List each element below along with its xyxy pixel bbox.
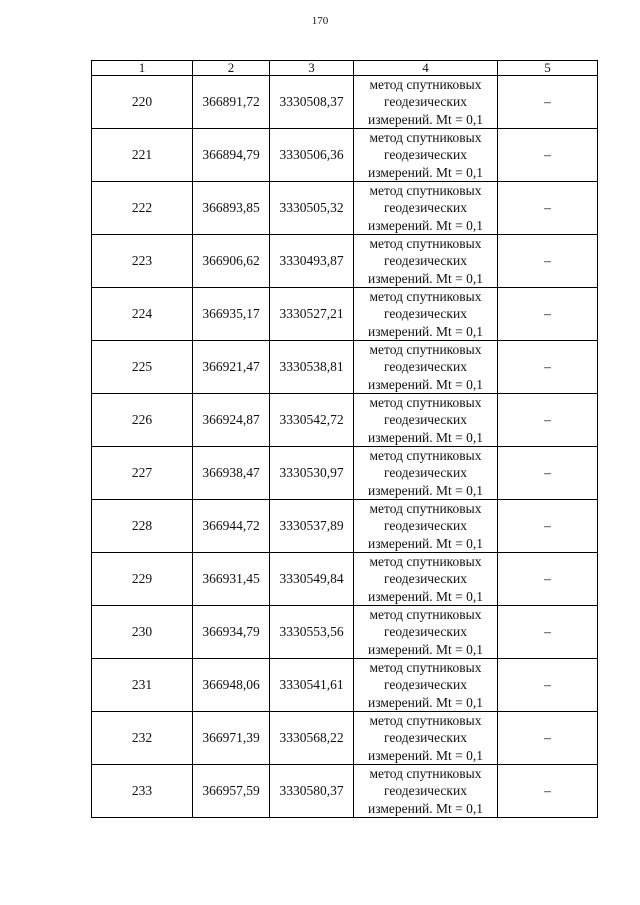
coordinates-table [91, 60, 598, 818]
method-line: метод спутниковых [369, 713, 482, 729]
table-row [92, 447, 598, 500]
notes-cell: – [498, 712, 598, 765]
y-coordinate-cell: 3330549,84 [270, 553, 354, 606]
method-line: метод спутниковых [369, 554, 482, 570]
method-line: измерений. Mt = 0,1 [367, 217, 484, 233]
notes-cell: – [498, 341, 598, 394]
notes-cell: – [498, 394, 598, 447]
y-coordinate-cell: 3330568,22 [270, 712, 354, 765]
method-line: измерений. Mt = 0,1 [367, 111, 484, 127]
table-row [92, 129, 598, 182]
table-row [92, 606, 598, 659]
notes-cell: – [498, 288, 598, 341]
point-number-cell: 223 [92, 235, 193, 288]
method-line: метод спутниковых [369, 289, 482, 305]
table-row [92, 659, 598, 712]
method-cell [354, 606, 498, 659]
point-number-cell: 229 [92, 553, 193, 606]
table-row [92, 712, 598, 765]
method-line: измерений. Mt = 0,1 [367, 323, 484, 339]
method-line: измерений. Mt = 0,1 [367, 429, 484, 445]
notes-cell: – [498, 182, 598, 235]
notes-cell: – [498, 235, 598, 288]
y-coordinate-cell: 3330542,72 [270, 394, 354, 447]
method-cell [354, 765, 498, 818]
method-line: геодезических [384, 412, 467, 428]
method-line: геодезических [384, 465, 467, 481]
method-line: геодезических [384, 624, 467, 640]
x-coordinate-cell: 366957,59 [193, 765, 270, 818]
table-header-row [92, 61, 598, 76]
point-number-cell: 222 [92, 182, 193, 235]
notes-cell: – [498, 129, 598, 182]
method-line: измерений. Mt = 0,1 [367, 694, 484, 710]
x-coordinate-cell: 366893,85 [193, 182, 270, 235]
y-coordinate-cell: 3330527,21 [270, 288, 354, 341]
method-cell [354, 553, 498, 606]
method-cell [354, 288, 498, 341]
method-cell [354, 712, 498, 765]
column-header: 1 [92, 61, 193, 76]
method-line: метод спутниковых [369, 183, 482, 199]
y-coordinate-cell: 3330493,87 [270, 235, 354, 288]
table-row [92, 288, 598, 341]
method-line: метод спутниковых [369, 236, 482, 252]
table-row [92, 76, 598, 129]
method-line: метод спутниковых [369, 77, 482, 93]
point-number-cell: 228 [92, 500, 193, 553]
y-coordinate-cell: 3330530,97 [270, 447, 354, 500]
method-cell [354, 394, 498, 447]
x-coordinate-cell: 366906,62 [193, 235, 270, 288]
method-cell [354, 129, 498, 182]
table-row [92, 341, 598, 394]
table-row [92, 500, 598, 553]
method-line: метод спутниковых [369, 607, 482, 623]
method-line: геодезических [384, 253, 467, 269]
method-line: геодезических [384, 147, 467, 163]
method-line: метод спутниковых [369, 342, 482, 358]
method-line: метод спутниковых [369, 448, 482, 464]
x-coordinate-cell: 366938,47 [193, 447, 270, 500]
point-number-cell: 230 [92, 606, 193, 659]
method-cell [354, 447, 498, 500]
x-coordinate-cell: 366944,72 [193, 500, 270, 553]
method-cell [354, 659, 498, 712]
method-line: измерений. Mt = 0,1 [367, 270, 484, 286]
notes-cell: – [498, 765, 598, 818]
column-header: 3 [270, 61, 354, 76]
table-row [92, 235, 598, 288]
table-body [92, 76, 598, 818]
method-line: геодезических [384, 730, 467, 746]
table-row [92, 765, 598, 818]
y-coordinate-cell: 3330580,37 [270, 765, 354, 818]
method-line: измерений. Mt = 0,1 [367, 800, 484, 816]
method-line: измерений. Mt = 0,1 [367, 535, 484, 551]
method-line: метод спутниковых [369, 395, 482, 411]
method-line: метод спутниковых [369, 130, 482, 146]
method-line: измерений. Mt = 0,1 [367, 588, 484, 604]
page-number: 170 [311, 15, 329, 27]
x-coordinate-cell: 366931,45 [193, 553, 270, 606]
x-coordinate-cell: 366934,79 [193, 606, 270, 659]
y-coordinate-cell: 3330541,61 [270, 659, 354, 712]
point-number-cell: 226 [92, 394, 193, 447]
method-line: измерений. Mt = 0,1 [367, 376, 484, 392]
notes-cell: – [498, 500, 598, 553]
table-row [92, 553, 598, 606]
method-line: геодезических [384, 571, 467, 587]
point-number-cell: 233 [92, 765, 193, 818]
method-line: метод спутниковых [369, 660, 482, 676]
point-number-cell: 231 [92, 659, 193, 712]
table-row [92, 182, 598, 235]
method-line: измерений. Mt = 0,1 [367, 641, 484, 657]
method-line: измерений. Mt = 0,1 [367, 164, 484, 180]
point-number-cell: 225 [92, 341, 193, 394]
method-line: геодезических [384, 677, 467, 693]
x-coordinate-cell: 366891,72 [193, 76, 270, 129]
method-cell [354, 182, 498, 235]
notes-cell: – [498, 447, 598, 500]
x-coordinate-cell: 366971,39 [193, 712, 270, 765]
y-coordinate-cell: 3330538,81 [270, 341, 354, 394]
method-line: метод спутниковых [369, 766, 482, 782]
notes-cell: – [498, 76, 598, 129]
method-cell [354, 500, 498, 553]
method-line: геодезических [384, 783, 467, 799]
notes-cell: – [498, 553, 598, 606]
y-coordinate-cell: 3330508,37 [270, 76, 354, 129]
table-row [92, 394, 598, 447]
y-coordinate-cell: 3330553,56 [270, 606, 354, 659]
point-number-cell: 224 [92, 288, 193, 341]
x-coordinate-cell: 366924,87 [193, 394, 270, 447]
column-header: 2 [193, 61, 270, 76]
x-coordinate-cell: 366948,06 [193, 659, 270, 712]
point-number-cell: 232 [92, 712, 193, 765]
method-line: геодезических [384, 94, 467, 110]
x-coordinate-cell: 366921,47 [193, 341, 270, 394]
point-number-cell: 221 [92, 129, 193, 182]
method-cell [354, 76, 498, 129]
y-coordinate-cell: 3330537,89 [270, 500, 354, 553]
method-line: геодезических [384, 359, 467, 375]
column-header: 5 [498, 61, 598, 76]
method-line: геодезических [384, 518, 467, 534]
method-line: геодезических [384, 200, 467, 216]
method-line: метод спутниковых [369, 501, 482, 517]
method-line: измерений. Mt = 0,1 [367, 482, 484, 498]
y-coordinate-cell: 3330506,36 [270, 129, 354, 182]
method-cell [354, 341, 498, 394]
method-line: измерений. Mt = 0,1 [367, 747, 484, 763]
method-line: геодезических [384, 306, 467, 322]
x-coordinate-cell: 366894,79 [193, 129, 270, 182]
point-number-cell: 220 [92, 76, 193, 129]
x-coordinate-cell: 366935,17 [193, 288, 270, 341]
method-cell [354, 235, 498, 288]
column-header: 4 [354, 61, 498, 76]
notes-cell: – [498, 659, 598, 712]
point-number-cell: 227 [92, 447, 193, 500]
y-coordinate-cell: 3330505,32 [270, 182, 354, 235]
notes-cell: – [498, 606, 598, 659]
